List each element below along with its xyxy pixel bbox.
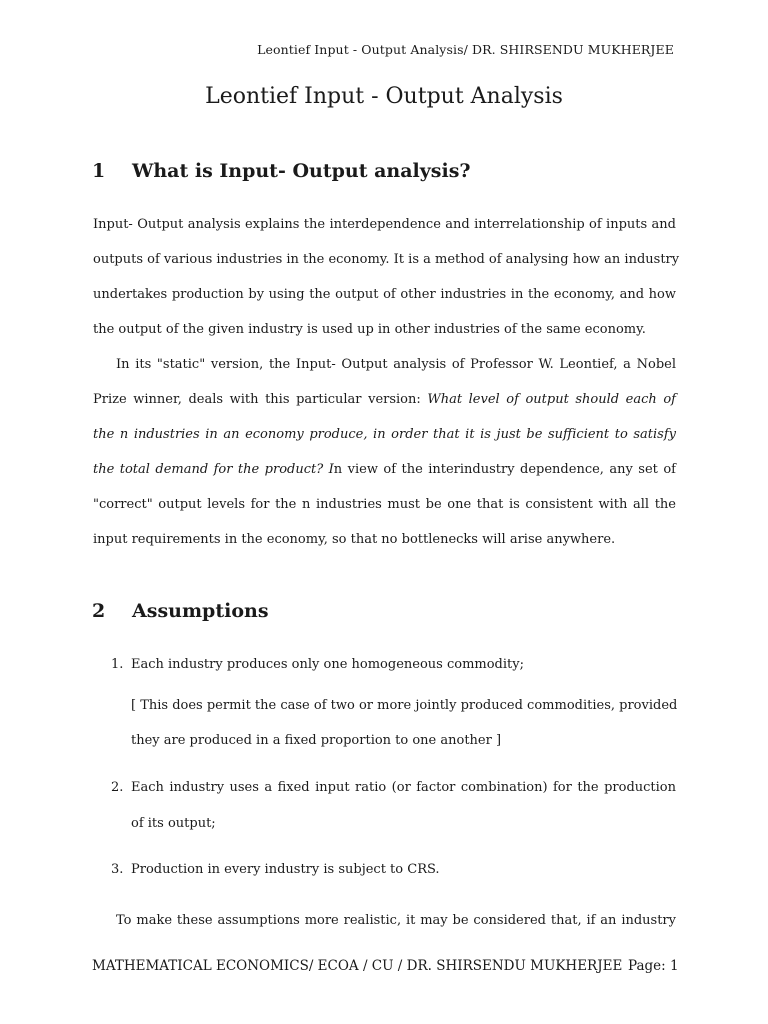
paragraph-2-plain: n view of the interindustry dependence, any set of xyxy=(333,462,676,477)
paragraph-2-italic-line: the n industries in an economy produce, in order that it is just be sufficient to satisfy xyxy=(93,427,676,442)
list-note-line: they are produced in a fixed proportion to one another ] xyxy=(131,733,502,748)
section-1-number: 1 xyxy=(92,160,106,182)
footer-text: MATHEMATICAL ECONOMICS/ ECOA / CU / DR. SHIRSENDU MUKHERJEE xyxy=(92,958,623,974)
paragraph-2-plain: Prize winner, deals with this particular version: xyxy=(93,392,428,407)
page-number: Page: 1 xyxy=(628,958,679,974)
list-item-line: Each industry uses a fixed input ratio (or factor combination) for the production xyxy=(131,780,676,795)
section-2-title: Assumptions xyxy=(132,600,269,622)
list-item-line: of its output; xyxy=(131,816,216,831)
paragraph-1-line: outputs of various industries in the economy. It is a method of analysing how an industry xyxy=(93,252,680,267)
paragraph-2-line: "correct" output levels for the n industries must be one that is consistent with all the xyxy=(93,497,676,512)
list-item-number: 1. xyxy=(111,657,124,672)
paragraph-2-line: input requirements in the economy, so that no bottlenecks will arise anywhere. xyxy=(93,532,616,547)
section-1-heading xyxy=(92,160,471,182)
paragraph-1-line: undertakes production by using the output of other industries in the economy, and how xyxy=(93,287,676,302)
list-item-number: 3. xyxy=(111,862,124,877)
closing-line: To make these assumptions more realistic, it may be considered that, if an industry xyxy=(116,913,676,928)
list-item-line: Production in every industry is subject to CRS. xyxy=(131,862,440,877)
paragraph-1-line: the output of the given industry is used up in other industries of the same economy. xyxy=(93,322,646,337)
paragraph-2-line xyxy=(93,461,676,479)
paragraph-2-line xyxy=(93,391,676,409)
section-1-title: What is Input- Output analysis? xyxy=(132,160,471,182)
document-title: Leontief Input - Output Analysis xyxy=(205,84,563,109)
paragraph-2-line: In its "static" version, the Input- Output analysis of Professor W. Leontief, a Nobel xyxy=(116,357,676,372)
paragraph-2-italic: What level of output should each of xyxy=(427,392,676,407)
paragraph-1-line: Input- Output analysis explains the interdependence and interrelationship of inputs and xyxy=(93,217,676,232)
list-item-number: 2. xyxy=(111,780,124,795)
list-note-line: [ This does permit the case of two or more jointly produced commodities, provided xyxy=(131,698,678,713)
running-header: Leontief Input - Output Analysis/ DR. SHIRSENDU MUKHERJEE xyxy=(257,42,674,57)
list-item-line: Each industry produces only one homogeneous commodity; xyxy=(131,657,524,672)
section-2-number: 2 xyxy=(92,600,106,622)
section-2-heading xyxy=(92,600,269,622)
paragraph-2-italic: the total demand for the product? I xyxy=(93,462,334,477)
